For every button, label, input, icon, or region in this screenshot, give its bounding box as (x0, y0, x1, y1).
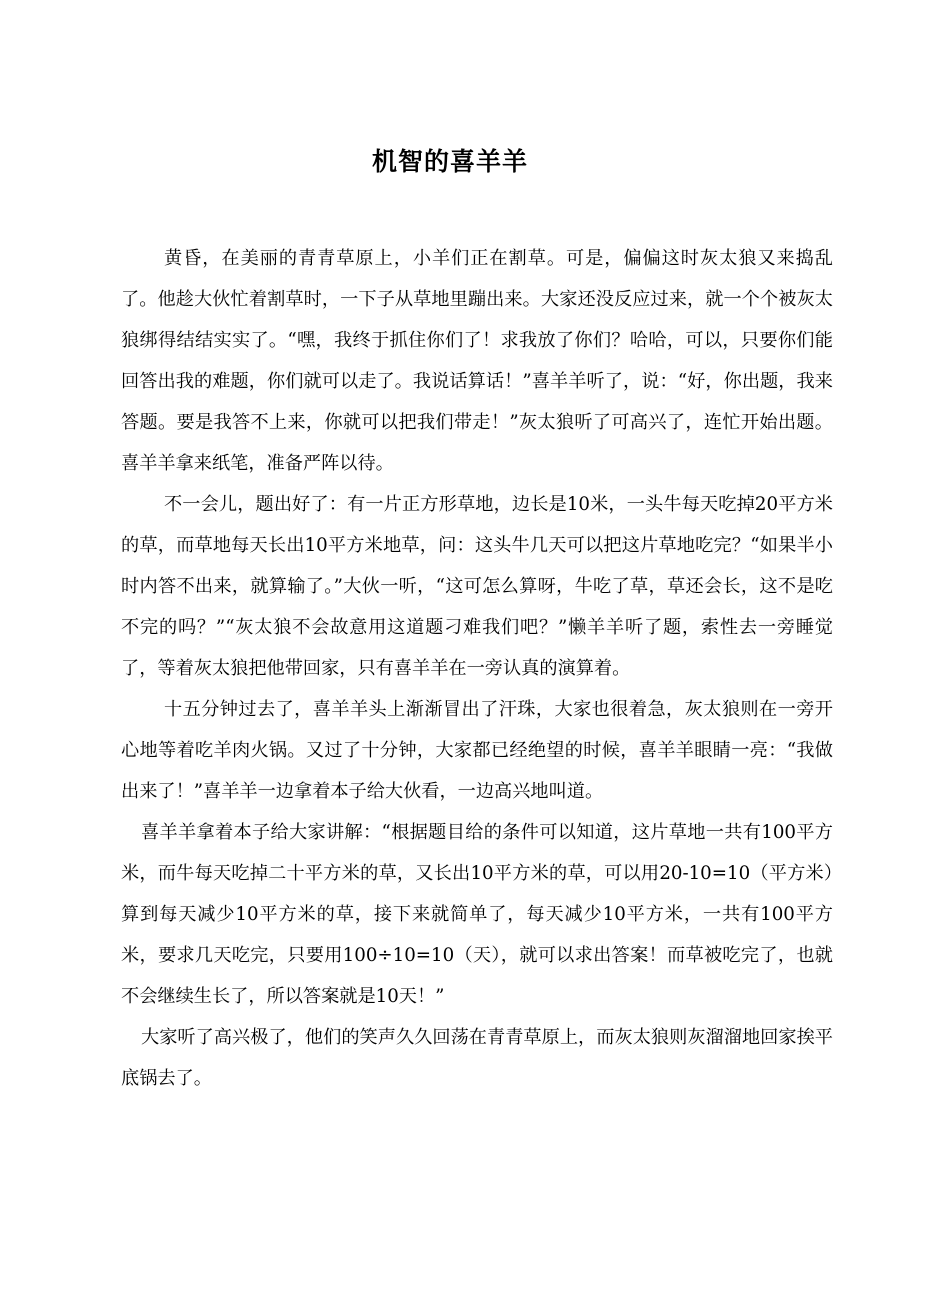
paragraph-5: 大家听了高兴极了，他们的笑声久久回荡在青青草原上，而灰太狼则灰溜溜地回家挨平底锅去了。 (121, 1027, 833, 1089)
paragraph-3: 十五分钟过去了，喜羊羊头上渐渐冒出了汗珠，大家也很着急，灰太狼则在一旁开心地等着吃羊肉火锅。又过了十分钟，大家都已经绝望的时候，喜羊羊眼睛一亮：“我做出来了！”喜羊羊一边拿着本子给大伙看，一边高兴地叫道。 (121, 699, 833, 802)
story-body (121, 238, 833, 1099)
paragraph-4: 喜羊羊拿着本子给大家讲解：“根据题目给的条件可以知道，这片草地一共有100平方米，而牛每天吃掉二十平方米的草，又长出10平方米的草，可以用20-10=10（平方米）算到每天减少10平方米的草，接下来就简单了，每天减少10平方米，一共有100平方米，要求几天吃完，只要用100÷10=10（天），就可以求出答案！而草被吃完了，也就不会继续生长了，所以答案就是10天！” (121, 822, 833, 1007)
paragraph-2: 不一会儿，题出好了：有一片正方形草地，边长是10米，一头牛每天吃掉20平方米的草，而草地每天长出10平方米地草，问：这头牛几天可以把这片草地吃完？“如果半小时内答不出来，就算输了。”大伙一听，“这可怎么算呀，牛吃了草，草还会长，这不是吃不完的吗？”“灰太狼不会故意用这道题刁难我们吧？”懒羊羊听了题，索性去一旁睡觉了，等着灰太狼把他带回家，只有喜羊羊在一旁认真的演算着。 (121, 494, 833, 679)
paragraph-1: 黄昏，在美丽的青青草原上，小羊们正在割草。可是，偏偏这时灰太狼又来捣乱了。他趁大伙忙着割草时，一下子从草地里蹦出来。大家还没反应过来，就一个个被灰太狼绑得结结实实了。“嘿，我终于抓住你们了！求我放了你们？哈哈，可以，只要你们能回答出我的难题，你们就可以走了。我说话算话！”喜羊羊听了，说：“好，你出题，我来答题。要是我答不上来，你就可以把我们带走！”灰太狼听了可高兴了，连忙开始出题。喜羊羊拿来纸笔，准备严阵以待。 (121, 248, 833, 474)
page-title: 机智的喜羊羊 (371, 147, 528, 176)
